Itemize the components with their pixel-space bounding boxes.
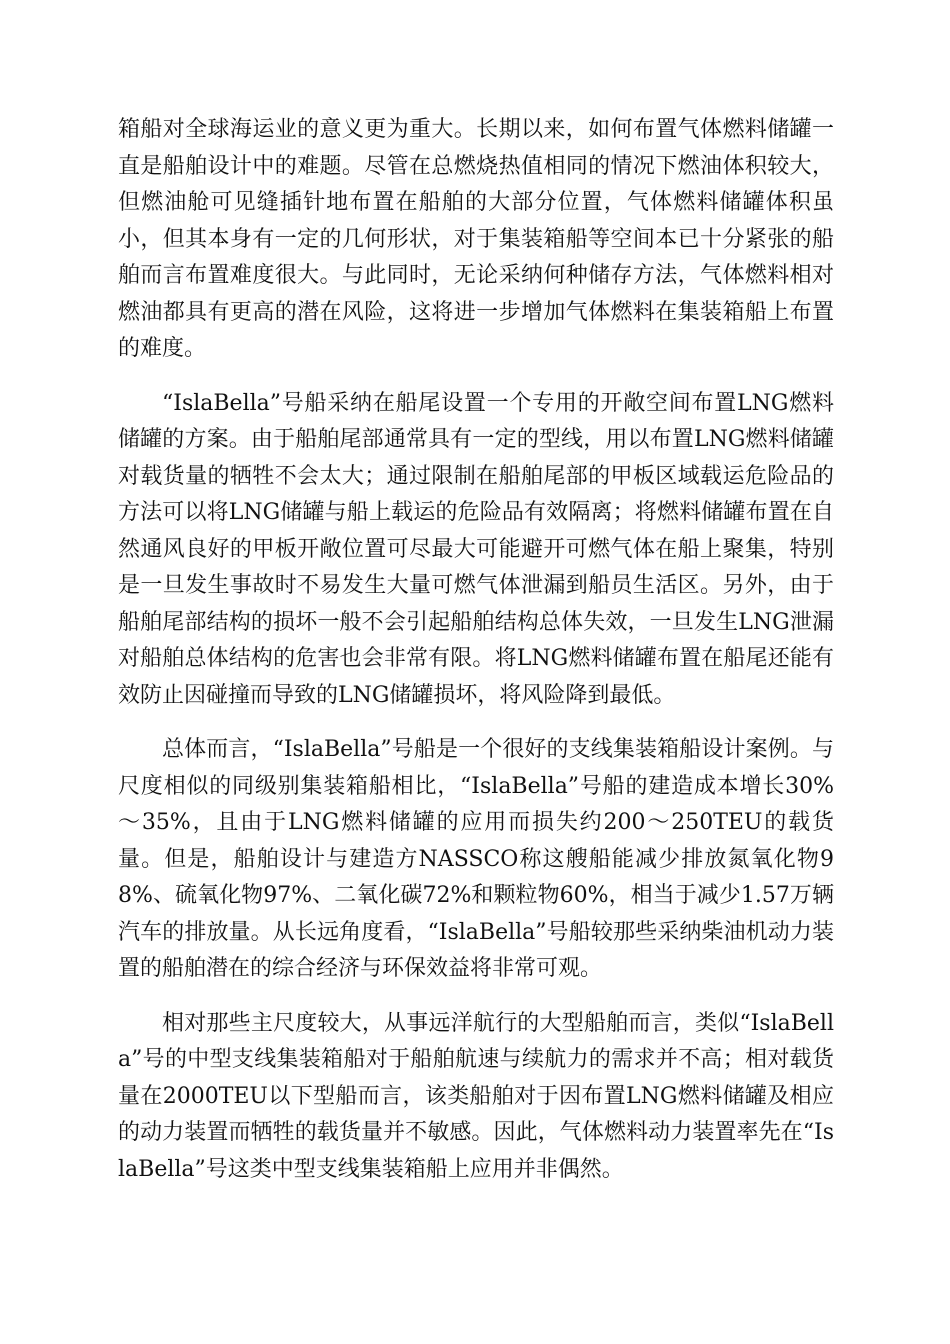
paragraph-design-case-summary: 总体而言，“IslaBella”号船是一个很好的支线集装箱船设计案例。与尺度相似的同级别集装箱船相比，“IslaBella”号船的建造成本增长30%～35%，且由于LNG燃料储罐的应用而损失约200～250TEU的载货量。但是，船舶设计与建造方NASSCO称这艘船能减少排放氮氧化物98%、硫氧化物97%、二氧化碳72%和颗粒物60%，相当于减少1.57万辆汽车的排放量。从长远角度看，“IslaBella”号船较那些采纳柴油机动力装置的船舶潜在的综合经济与环保效益将非常可观。: [118, 737, 834, 981]
document-body: [118, 112, 834, 1206]
paragraph-continuation: 箱船对全球海运业的意义更为重大。长期以来，如何布置气体燃料储罐一直是船舶设计中的难题。尽管在总燃烧热值相同的情况下燃油体积较大，但燃油舱可见缝插针地布置在船舶的大部分位置，气体燃料储罐体积虽小，但其本身有一定的几何形状，对于集装箱船等空间本已十分紧张的船舶而言布置难度很大。与此同时，无论采纳何种储存方法，气体燃料相对燃油都具有更高的潜在风险，这将进一步增加气体燃料在集装箱船上布置的难度。: [118, 117, 834, 361]
paragraph-feeder-ship-conclusion: 相对那些主尺度较大，从事远洋航行的大型船舶而言，类似“IslaBella”号的中型支线集装箱船对于船舶航速与续航力的需求并不高；相对载货量在2000TEU以下型船而言，该类船舶对于因布置LNG燃料储罐及相应的动力装置而牺牲的载货量并不敏感。因此，气体燃料动力装置率先在“IslaBella”号这类中型支线集装箱船上应用并非偶然。: [118, 1010, 834, 1182]
paragraph-lng-tank-stern-arrangement: “IslaBella”号船采纳在船尾设置一个专用的开敞空间布置LNG燃料储罐的方案。由于船舶尾部通常具有一定的型线，用以布置LNG燃料储罐对载货量的牺牲不会太大；通过限制在船舶尾部的甲板区域载运危险品的方法可以将LNG储罐与船上载运的危险品有效隔离；将燃料储罐布置在自然通风良好的甲板开敞位置可尽最大可能避开可燃气体在船上聚集，特别是一旦发生事故时不易发生大量可燃气体泄漏到船员生活区。另外，由于船舶尾部结构的损坏一般不会引起船舶结构总体失效，一旦发生LNG泄漏对船舶总体结构的危害也会非常有限。将LNG燃料储罐布置在船尾还能有效防止因碰撞而导致的LNG储罐损坏，将风险降到最低。: [118, 390, 834, 708]
